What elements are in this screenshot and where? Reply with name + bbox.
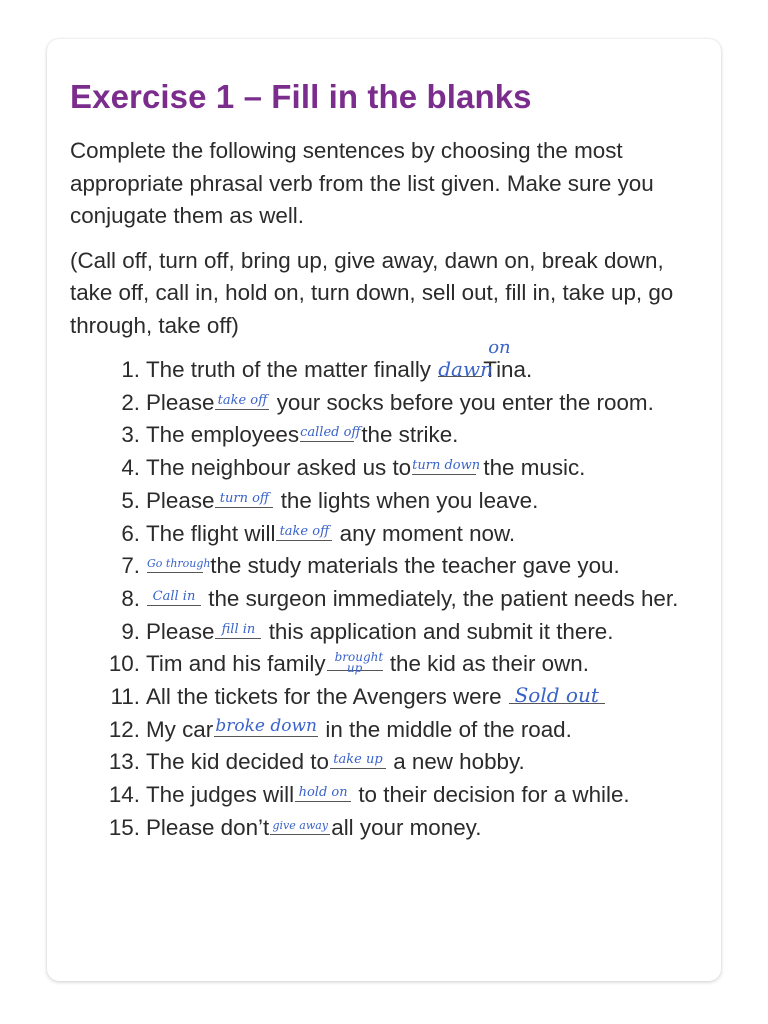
question-text: the lights when you leave. [274,487,539,513]
question-text: any moment now. [333,520,516,546]
question-number: 1. [121,357,140,382]
question-number: 15. [108,814,140,840]
answer-blank[interactable] [214,716,318,737]
question-14 [70,779,699,812]
question-11 [70,681,699,714]
handwritten-answer: take up [333,752,383,768]
question-4 [70,452,699,485]
question-text: My car [146,716,214,742]
answer-blank[interactable] [147,552,211,573]
question-list [70,337,699,845]
handwritten-answer: fill in [221,621,256,637]
question-text: Please [146,618,215,644]
question-number: 6. [121,520,140,546]
question-text: this application and submit it there. [262,618,614,644]
answer-blank[interactable] [330,748,386,769]
question-text: The judges will [146,782,295,808]
question-text: the study materials the teacher gave you. [204,553,620,579]
question-text: The neighbour asked us to [146,455,412,481]
handwritten-answer: called off [300,425,361,441]
question-text: in the middle of the road. [319,716,572,742]
question-5 [70,485,699,518]
question-text: Please [146,389,215,415]
handwritten-answer-extra: on [488,337,511,358]
question-text: Tina. [483,357,533,382]
question-text: a new hobby. [386,749,525,775]
handwritten-answer: give away [272,818,329,832]
question-number: 2. [121,389,140,415]
question-text: The flight will [146,520,276,546]
question-text: Please [146,487,215,513]
answer-blank[interactable] [147,585,201,606]
question-text: your socks before you enter the room. [270,389,654,415]
handwritten-answer: turn down [412,458,481,474]
question-1 [70,337,699,387]
question-2 [70,387,699,420]
answer-blank[interactable] [300,421,361,442]
answer-blank[interactable] [276,520,332,541]
question-number: 10. [108,651,140,677]
answer-blank[interactable] [215,389,269,410]
question-number: 9. [121,618,140,644]
question-text: The truth of the matter finally [146,357,438,382]
handwritten-answer: dawn [438,357,493,381]
question-number: 5. [121,487,140,513]
question-13 [70,746,699,779]
question-number: 7. [121,553,140,579]
question-text: all your money. [331,814,482,840]
handwritten-answer: brought up [334,650,384,676]
handwritten-answer: broke down [215,715,317,736]
instructions: Complete the following sentences by choosing the most appropriate phrasal verb from the list given. Make sure you conjugate them as well. [70,138,654,228]
answer-blank[interactable] [215,487,273,508]
question-text: the music. [477,455,586,481]
question-10 [70,648,699,681]
question-text: The employees [146,422,300,448]
exercise-card [47,39,721,981]
question-15 [70,812,699,845]
handwritten-answer: take off [279,523,330,539]
question-8 [70,583,699,616]
question-number: 3. [121,422,140,448]
question-9 [70,616,699,649]
question-number: 14. [108,782,140,808]
answer-blank[interactable] [327,650,384,676]
question-number: 12. [108,716,140,742]
question-text: All the tickets for the Avengers were [146,684,508,710]
question-text: The kid decided to [146,749,329,775]
answer-blank[interactable] [215,618,261,639]
question-text: the surgeon immediately, the patient needs her. [202,585,679,611]
handwritten-answer: turn off [219,490,270,506]
question-text: to their decision for a while. [352,782,630,808]
answer-blank[interactable] [270,814,330,835]
question-number: 8. [121,585,140,611]
question-6 [70,518,699,551]
question-number: 13. [108,749,140,775]
handwritten-answer: hold on [298,785,348,801]
handwritten-answer: Sold out [514,683,599,708]
question-text: the kid as their own. [383,651,589,677]
question-number: 4. [121,455,140,481]
answer-blank[interactable] [509,683,605,708]
handwritten-answer: Go through [147,557,211,571]
handwritten-answer: Call in [152,588,196,604]
question-text: Tim and his family [146,651,326,677]
answer-blank[interactable] [295,781,351,802]
phrasal-verb-list: (Call off, turn off, bring up, give away, dawn on, break down, take off, call in, hold on, turn down, sell out, fill in, take up, go through, take off) [70,247,674,338]
handwritten-answer: take off [217,392,268,408]
question-7 [70,550,699,583]
question-3 [70,419,699,452]
question-text: Please don’t [146,814,270,840]
answer-blank[interactable] [412,454,481,475]
question-text: the strike. [355,422,459,448]
exercise-title: Exercise 1 – Fill in the blanks [70,78,532,115]
question-number: 11. [110,684,140,710]
question-12 [70,714,699,747]
